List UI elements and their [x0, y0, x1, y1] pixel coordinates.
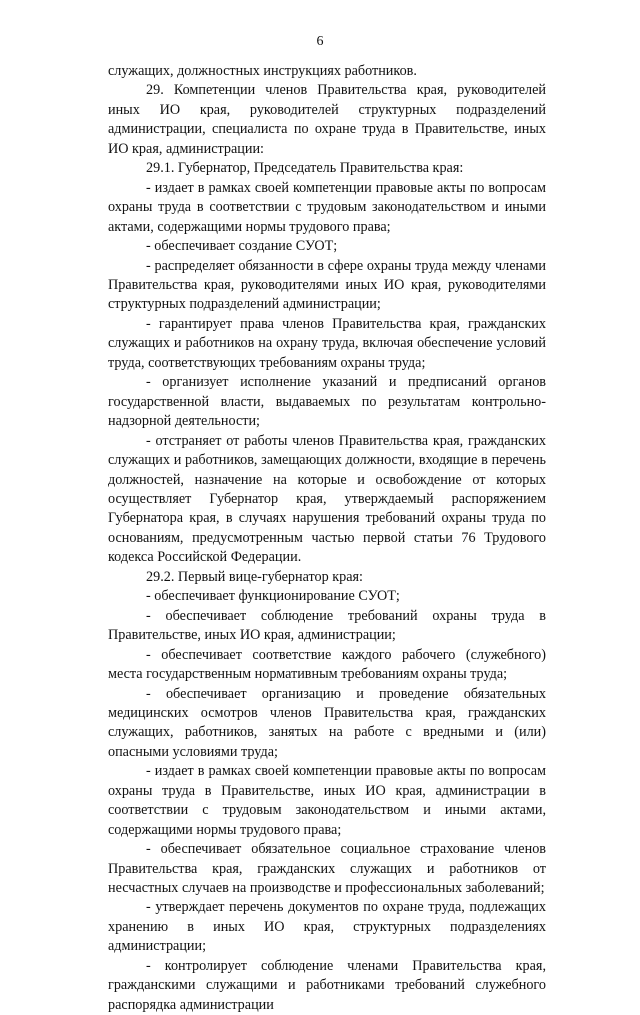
paragraph: - издает в рамках своей компетенции правовые акты по вопросам охраны труда в Правительстве, иных ИО края, администрации в соответствии с трудовым законодательством и иными актами, содержащими нормы трудового права;	[108, 763, 546, 838]
paragraph: - распределяет обязанности в сфере охраны труда между членами Правительства края, руководителями иных ИО края, руководителями структурных подразделений администрации;	[108, 257, 546, 313]
paragraph: - обеспечивает функционирование СУОТ;	[146, 588, 400, 605]
paragraph: служащих, должностных инструкциях работников.	[108, 63, 417, 79]
paragraph: - контролирует соблюдение членами Правительства края, гражданскими служащими и работниками требований служебного распорядка администрации	[108, 957, 546, 1013]
paragraph: - обеспечивает обязательное социальное страхование членов Правительства края, гражданских служащих и работников от несчастных случаев на производстве и профессиональных заболеваний;	[108, 841, 546, 897]
page-number: 6	[316, 34, 324, 49]
document-body	[108, 62, 546, 1015]
paragraph: - гарантирует права членов Правительства края, гражданских служащих и работников на охрану труда, включая обеспечение условий труда, соответствующих требованиям охраны труда;	[108, 315, 546, 371]
paragraph: - отстраняет от работы членов Правительства края, гражданских служащих и работников, замещающих должности, входящие в перечень должностей, назначение на которые и освобождение от которых осуществляет Губернатор края, утверждаемый распоряжением Губернатора края, в случаях нарушения требований охраны труда по основаниям, предусмотренным частью первой статьи 76 Трудового кодекса Российской Федерации.	[108, 432, 546, 566]
paragraph: - обеспечивает организацию и проведение обязательных медицинских осмотров членов Правительства края, гражданских служащих, работников, занятых на работе с вредными и (или) опасными условиями труда;	[108, 685, 546, 760]
paragraph: - обеспечивает соблюдение требований охраны труда в Правительстве, иных ИО края, администрации;	[108, 607, 546, 644]
paragraph: 29.2. Первый вице-губернатор края:	[146, 568, 364, 585]
paragraph: - утверждает перечень документов по охране труда, подлежащих хранению в иных ИО края, структурных подразделениях администрации;	[108, 899, 546, 955]
paragraph: - организует исполнение указаний и предписаний органов государственной власти, выдаваемых по результатам контрольно-надзорной деятельности;	[108, 374, 546, 430]
paragraph: - издает в рамках своей компетенции правовые акты по вопросам охраны труда в соответствии с трудовым законодательством и иными актами, содержащими нормы трудового права;	[108, 179, 546, 235]
paragraph: - обеспечивает соответствие каждого рабочего (служебного) места государственным нормативным требованиям охраны труда;	[108, 646, 546, 683]
paragraph: - обеспечивает создание СУОТ;	[146, 238, 338, 255]
paragraph: 29.1. Губернатор, Председатель Правительства края:	[146, 160, 464, 177]
paragraph: 29. Компетенции членов Правительства края, руководителей иных ИО края, руководителей структурных подразделений администрации, специалиста по охране труда в Правительстве, иных ИО края, администрации:	[108, 82, 546, 157]
